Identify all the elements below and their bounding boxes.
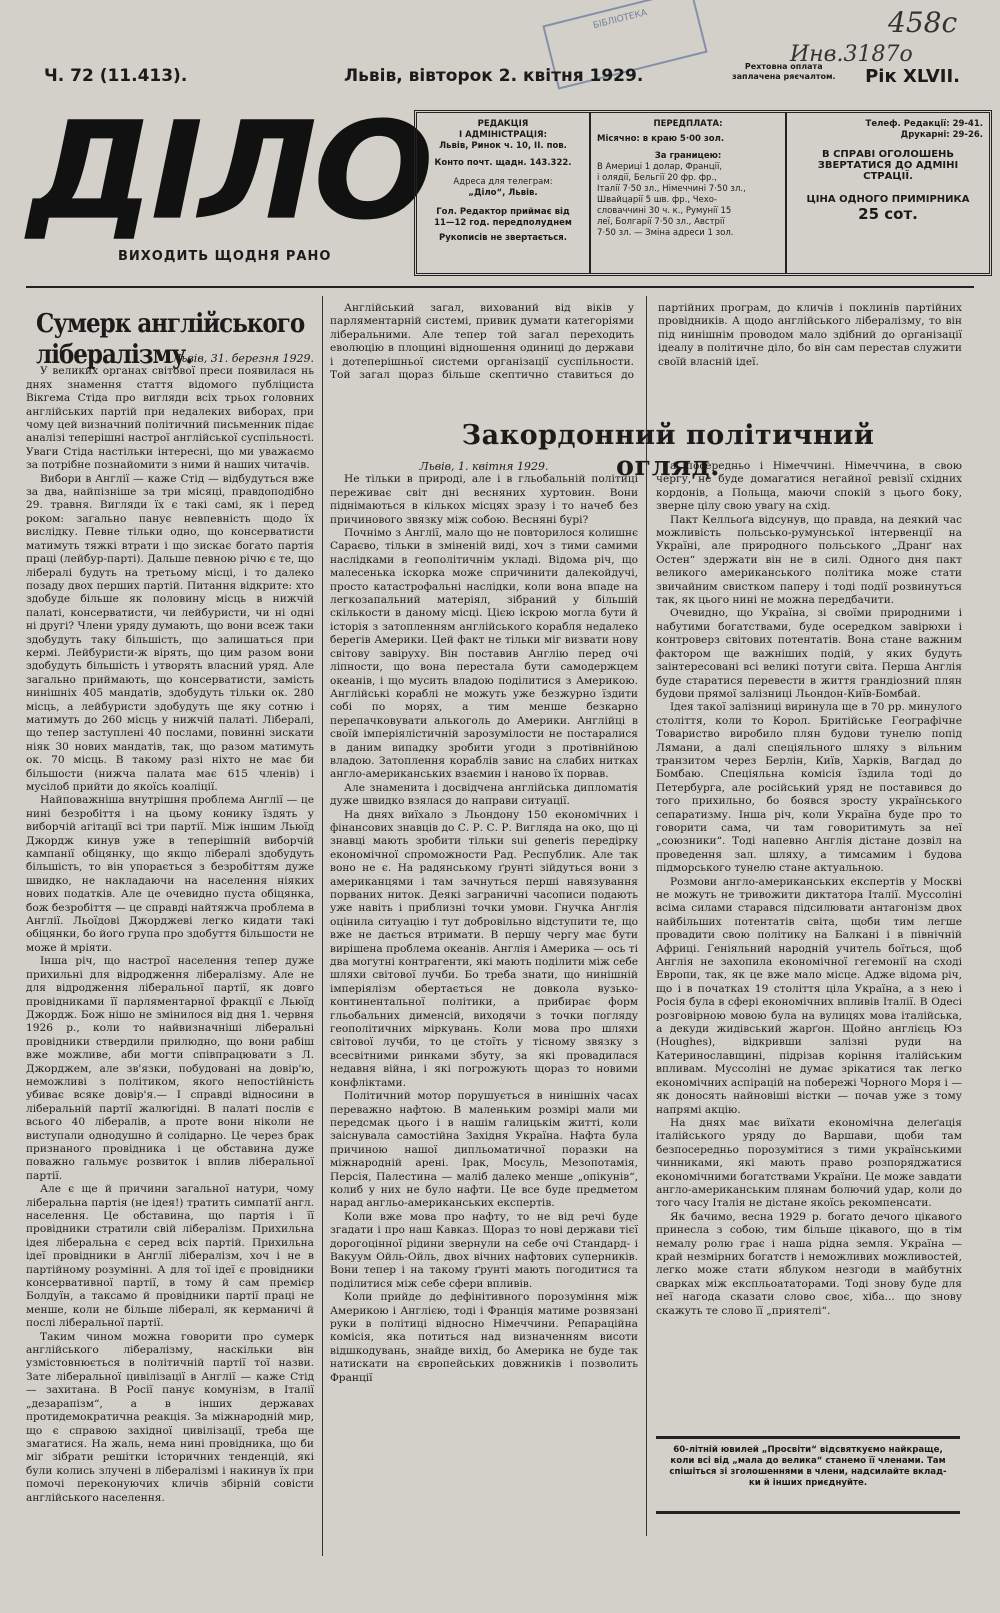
info-line: ПЕРЕДПЛАТА: <box>653 119 723 129</box>
newspaper-subtitle: ВИХОДИТЬ ЩОДНЯ РАНО <box>118 249 332 264</box>
info-line: 7·50 зл. — Зміна адреси 1 зол. <box>597 228 734 238</box>
info-line: В СПРАВІ ОГОЛОШЕНЬ <box>821 149 955 160</box>
info-line: За границею: <box>654 151 722 161</box>
article-dateline: Львів, 31. березня 1929. <box>172 352 314 365</box>
info-box <box>414 110 992 276</box>
article-paragraph: Але знаменита і досвідчена англійська дипломатія дуже швидко взялася до направи ситуації. <box>330 781 638 808</box>
info-line: Місячно: в краю 5·00 зол. <box>597 134 725 144</box>
editorial-info <box>417 113 591 273</box>
handwritten-number: 458с <box>888 6 958 39</box>
handwritten-inventory: Инв.3187о <box>790 42 913 67</box>
article-paragraph: Почнімо з Англії, мало що не повторилося колишнє Сараєво, тільки в зміненій виді, хоч з тими самими наслідками в геополітичнім укладі. Відома річ, що малесенька іскорка може спричинити далекойдучі, просто катастрофальні наслідки, коли вона впаде на легкозапальний матеріял, зібраний у більшій скількости в даному місці. Цією іскрою могла бути й історія з затопленням англійського корабля недалеко берегів Америки. Цей факт не тільки міг визвати нову світову завіруху. Він поставив Англію перед очі ліпности, що вона перестала бути самодержцем океанів, і що мусить владою поділитися з Америкою. Англійські кораблі не можуть уже безжурно їздити собі по морях, а тим менше безкарно перепачковувати алькоголь до Америки. Англійці в своїй імперіялістичній зарозумілости не постаралися в даним випадку зробити угоди з протівнійною владою. Затоплення кораблів завис на слабих нитках англо-американських взаємин і наново їх порвав. <box>330 527 638 781</box>
info-line: Адреса для телеграм: <box>453 177 553 187</box>
info-line: Італії 7·50 зл., Німеччині 7·50 зл., <box>597 184 746 194</box>
publication-year: Рік XLVII. <box>865 66 960 87</box>
article-column-3 <box>656 460 962 1430</box>
article-paragraph: Але є ще й причини загальної натури, чому ліберальна партія (не ідея!) тратить симпатії англ. населення. Це обставина, що партія і її провідники стратили свій лібералізм. Прихильна ідея ліберальна є серед всіх партій. Прихильна ідеї провідники в Англії лібералізм, хоч і не в партійному розумінні. А для тої ідеї є провідники консервативної партії, в тому й сам премієр Болдуїн, а таксамо й провідники партії праці не менше, коли не більше лібералі, як керманичі й послі ліберальної партії. <box>26 1183 314 1330</box>
info-line: ЗВЕРТАТИСЯ ДО АДМІНІ <box>817 160 959 171</box>
article-paragraph: Англійський загал, вихований від віків у парляментарній системі, привик думати категоріями ліберальними. Але тепер той загал переходить еволюцію в площині відношення одиниці до держави і дотеперішньої системи організації суспільности. Той загал щораз більше скептично ставиться до партійних програм, до кличів і поклинів партійних провідників. А щодо англійського лібералізму, то він під нинішнім проводом мало здібний до організації ідеалу в політичне діло, бо він сам перестав служити своїй власній ідеї. <box>330 302 962 382</box>
info-line: Гол. Редактор приймає від <box>436 207 570 217</box>
info-line: „Діло“, Львів. <box>468 188 538 198</box>
article-column-1 <box>26 352 314 1548</box>
issue-date: Львів, вівторок 2. квітня 1929. <box>344 66 644 86</box>
info-line: Друкарні: 29-26. <box>900 130 983 140</box>
article-paragraph: Коли вже мова про нафту, то не від речі буде згадати і про наш Кавказ. Щораз то нові держави тієї дорогоцінної рідини звернули на себе очі Стандард- і Вакуум Ойль-Ойль, двох вічних нафтових суперників. Вони тепер і на такому ґрунті мають погодитися та поділитися між себе сфери впливів. <box>330 1210 638 1290</box>
info-line: словаччині 30 ч. к., Румунії 15 <box>597 206 732 216</box>
article-paragraph: Пакт Келльоґа відсунув, що правда, на деякий час можливість польсько-румунської інтервенції на Україні, але природного польського „Дранґ нах Остен“ здержати він не в силі. Одного дня пакт великого американського політика може стати звичайним свистком паперу і тоді події розвинуться так, як цього нині не можна передбачити. <box>656 513 962 607</box>
info-line: леї, Болгарії 7·50 зл., Австрії <box>597 217 725 227</box>
subscription-info <box>591 113 787 273</box>
article-headline: Сумерк англійського лібералізму. <box>36 307 305 371</box>
column-divider <box>322 296 323 1556</box>
article-paragraph: Як бачимо, весна 1929 р. богато дечого цікавого принесла з собою, тим більше цікавого, що в тім немалу ролю грає і наша рідна земля. Україна — край незмірних богатств і неможливих можливостей, легко може стати яблуком незгоди в майбутніх сварках між експльоататорами. Тоді знову буде для неї нагода сказати слово своє, хіба... що знову скажуть те слово її „приятелі“. <box>656 1210 962 1317</box>
info-line: Львів, Ринок ч. 10, ІІ. пов. <box>439 141 567 151</box>
article-paragraph: Таким чином можна говорити про сумерк англійського лібералізму, наскільки він узмістовнюється в політичній партії тої назви. Зате ліберальної цивілізації в Англії — каже Стід — захитана. В Росії панує комунізм, в Італії „дезарапізм“, а в інших державах протидемократична реакція. За міжнародній мир, що є справою західної цивілізації, треба ще змагатися. На жаль, нема нині провідника, що би міг зібрати решітки історичних тенденцій, які були колись злучені в лібералізмі і накинув їх при помочі переконуючих кличів збірній совісти англійського населення. <box>26 1330 314 1504</box>
postal-note <box>732 62 836 82</box>
info-line: Рукописів не звертається. <box>439 233 567 243</box>
article-paragraph: Вибори в Англії — каже Стід — відбудуться вже за два, найпізніше за три місяці, правдоподібно 29. травня. Вигляди їх є такі самі, як і перед роком: загально панує невпевність щодо їх вислідку. Певне тільки одно, що консерватисти матимуть тяжкі втрати і що зискає богато партія праці (лейбур-парті). Дальше певною річю є те, що лібералі будуть на третьому місці, і то далеко позаду двох перших партій. Питання відкрите: хто здобуде більше як половину місць в нижчій палаті, консерватисти, чи лейбуристи, чи ні одні ні другі? Члени уряду думають, що вони всеж таки здобудуть таку більшість, що залишаться при кермі. Лейбуристи-ж вірять, що цим разом вони здобудуть більшість і утворять власний уряд. Але загально приймають, що консерватисти, замість нинішніх 405 мандатів, здобудуть тільки ок. 280 місць, а лейбуристи здобудуть ще яку сотню і матимуть до 260 місць у нижчій палаті. Лібералі, що тепер заступлені 40 послами, повинні зискати ніяк 30 нових мандатів, так, що разом матимуть ок. 70 місць. В такому разі ніхто не має би більшости (нижча палата має 615 членів) і мусілоб прийти до якоїсь коаліції. <box>26 472 314 793</box>
article-paragraph: Коли прийде до дефінітивного порозуміння між Америкою і Англією, тоді і Франція матиме розвязані руки в політиці відносно Німеччини. Репараційна комісія, яка потиться над визначенням висоти відшкодувань, знайде вихід, бо Америка не буде так натискати на європейських довжників і позволить Франції <box>330 1291 638 1384</box>
masthead-rule <box>26 286 974 288</box>
newspaper-title: ДІЛО <box>28 93 430 250</box>
article-paragraph: Не тільки в природі, але і в гльобальній політиці переживає світ дні весняних хуртовин. Вони піднімаються в кількох місцях зразу і то начеб без причинового звязку між собою. Весняні бурі? <box>330 473 638 526</box>
masthead-topline <box>44 62 960 90</box>
notice-line: коли всі від „мала до велика“ станемо її членами. Там <box>670 1456 946 1466</box>
stamp-text: БІБЛІОТЕКА <box>592 8 649 32</box>
article-paragraph: Найповажніша внутрішня проблема Англії — це нині безробіття і на цьому конику їздять у виборчій агітації всі три партії. Між іншим Льюїд Джордж кинув уже в теперішній виборчій кампанії обіцянку, що якщо лібералі здобудуть більшість, то він упорається з безробіттям дуже швидко, не накладаючи на населення ніяких нових податків. Але це очевидно пуста обіцянка, бож безробіття — це справді найтяжча проблема в Англії. Льоїдові Джорджеві легко кидати такі обіцянки, бо його група про здобуття більшости не може й мріяти. <box>26 794 314 954</box>
article-paragraph: На днях виїхало з Льондону 150 економічних і фінансових знавців до С. Р. С. Р. Вигляда на око, що ці знавці мають зробити тільки sui generis передірку економічної спроможности Рад. Республик. Але так воно не є. На радянському ґрунті зійдуться вони з американцями і там зачнуться перші навязування порваних ниток. Деякі заграничні часописи подають уже навіть і приблизні точки умови. Гнучка Англія оцінила ситуацію і тут добровільно відступити те, що вже не дається втримати. В першу чергу має бути вирішена проблема океанів. Англія і Америка — ось ті два могутні контрагенти, які мають поділити між себе шляхи світової лучби. Бо треба знати, що нинішній імперіялізм обертається не довкола вузько-континентальної політики, а прибирає форм гльобальних дименсій, виходячи з точки погляду геополітичних міркувань. Коли мова про шляхи світової лучби, то це стоїть у тісному звязку з всесвітними ринками збуту, за які провадилася недавня війна, і які погрожують щораз то новими конфліктами. <box>330 808 638 1089</box>
postal-note-line: заплачена ряєчалтом. <box>732 72 836 81</box>
article-continuation <box>330 302 962 402</box>
info-line: РЕДАКЦІЯ <box>477 119 529 129</box>
article-headline: Закордонний політичний огляд. <box>461 420 875 482</box>
postal-note-line: Рехтовна оплата <box>744 62 823 71</box>
info-line: І АДМІНІСТРАЦІЯ: <box>458 130 547 140</box>
article-paragraph: Інша річ, що настрої населення тепер дуже прихильні для відродження лібералізму. Але не для відродження ліберальної партії, як довго провідниками її парляментарної фракції є Льюїд Джордж. Бож нішо не змінилося від дня 1. червня 1926 р., коли то найвизначніші ліберальні провідники ствердили прилюдно, що вони рабіш вже можливе, аби могти співпрацювати з Л. Джорджем, але зв'язки, побудовані на довір'ю, неможливі з політиком, якого непостійність убиває всяке довір'я.— І справді відносини в ліберальній партії жалюгідні. В палаті послів є всього 40 лібералів, а проте вони ніколи не виступали однодушно й солідарно. Це через брак признаного провідника і це обставина дуже поважно гальмує розвиток і вплив ліберальної партії. <box>26 955 314 1182</box>
article-paragraph: Очевидно, що Україна, зі своїми природними і набутими богатствами, буде осередком завірюхи і контроверз світових потентатів. Вона стане важним фактором ще важніших подій, у яких будуть заінтересовані всі великі потуги світа. Перша Англія буде старатися перевести в життя грандіозний плян будови прямої залізниці Льондон-Київ-Бомбай. <box>656 607 962 700</box>
contact-info <box>787 113 989 273</box>
notice-line: 60-літній ювилей „Просвіти“ відсвяткуємо найкраще, <box>673 1445 943 1455</box>
article-paragraph: а посередньо і Німеччині. Німеччина, в свою чергу, не буде домагатися негайної ревізії східних кордонів, а Польща, маючи спокій з цього боку, зверне цілу свою увагу на схід. <box>656 460 962 513</box>
article-column-2 <box>330 460 638 1550</box>
notice-line: ки й інших приєднуйте. <box>748 1478 868 1488</box>
article-paragraph: У великих органах світової преси появилася нь днях знамення стаття відомого публіциста Вікгема Стіда про вигляди всіх трьох головних англійських партій при недалеких виборах, при чому цей визначний політичний письменник підає аналізі теперішні настрої англійської суспільності. Уваги Стіда настільки інтересні, що ми уважаємо за потрібне познайомити з ними й наших читачів. <box>26 365 314 472</box>
info-line: Телеф. Редакції: 29-41. <box>865 119 983 129</box>
article-paragraph: Ідея такої залізниці виринула ще в 70 рр. минулого століття, коли то Корол. Бритійське Географічне Товариство виробило плян будови тунелю попід Лямани, а далі спеціяльного шляху з вільним транзитом через Берлін, Київ, Харків, Вагдад до Бомбаю. Спеціяльна комісія їздила тоді до Петербурга, але російський уряд не поставився до того прихильно, бо боявся зросту українського сепаратизму. Інша річ, коли Україна буде про то говорити сама, чи там говоритимуть за неї „союзники“. Тоді напевно Англія дістане дозвіл на проведення зал. шляху, а тимсамим і будова підморського тунелю стане актуальною. <box>656 701 962 875</box>
article-dateline: Львів, 1. квітня 1929. <box>419 460 549 473</box>
notice-line: спішіться зі зголошеннями в члени, надсилайте вклад- <box>669 1467 947 1477</box>
issue-number: Ч. 72 (11.413). <box>44 66 188 86</box>
info-line: Конто почт. щадн. 143.322. <box>434 158 572 168</box>
info-line: і олядії, Бельгії 20 фр. фр., <box>597 173 717 183</box>
price: 25 сот. <box>858 205 918 223</box>
article-paragraph: Розмови англо-американських експертів у Москві не можуть не тривожити диктатора Італії. Муссоліні всіма силами старався підсилювати антагонізм двох найбільших потентатів світа, щоби тим легше провадити свою політику на Балкані і в північній Африці. Геніяльний народній учитель боїться, щоб Англія не захопила економічної гегемонії на сході Европи, так, як це вже мало місце. Адже відома річ, що і в початках 19 століття ціла Україна, а з нею і Росія була в сфері економічних впливів Італії. В Одесі розговірною мовою була на вулицях мова італійська, а декуди жидівський жарґон. Щойно англієць Юз (Houghes), відкривши залізні руди на Катеринославщині, підрізав коріння італійським впливам. Муссоліні не думає зрікатися так легко економічних аспірацій на побережі Чорного Моря і — як доносять найновіші вістки — почав уже з тому напрямі акцію. <box>656 875 962 1116</box>
article-paragraph: На днях має виїхати економічна делеґація італійського уряду до Варшави, щоби там безпосередньо порозумітися з тими українськими чинниками, які мають право розпоряджатися економічними богатствами України. Це може завдати англо-американським плянам болючий удар, коли до того часу Італія не дістане якоїсь рекомпенсати. <box>656 1116 962 1210</box>
info-line: Швайцарії 5 шв. фр., Чехо- <box>597 195 718 205</box>
info-line: ЦІНА ОДНОГО ПРИМІРНИКА <box>806 194 970 205</box>
info-line: 11—12 год. передполуднем <box>434 218 572 228</box>
column-divider <box>646 296 647 1536</box>
info-line: В Америці 1 долар, Франції, <box>597 162 723 172</box>
info-line: СТРАЦІЇ. <box>863 171 913 182</box>
prosvita-notice <box>656 1436 960 1514</box>
article-paragraph: Політичний мотор порушується в нинішніх часах переважно нафтою. В маленьким розмірі мали ми передсмак цього і в нашім галицькім житті, коли заіснувала самостійна Західня Україна. Нафта була причиною нашої дипльоматичної поразки на міжнародній арені. Ірак, Мосуль, Мезопотамія, Персія, Палестина — маліб далеко менше „опікунів“, колиб у них не було нафти. Це все буде предметом нарад англьо-американських експертів. <box>330 1090 638 1210</box>
